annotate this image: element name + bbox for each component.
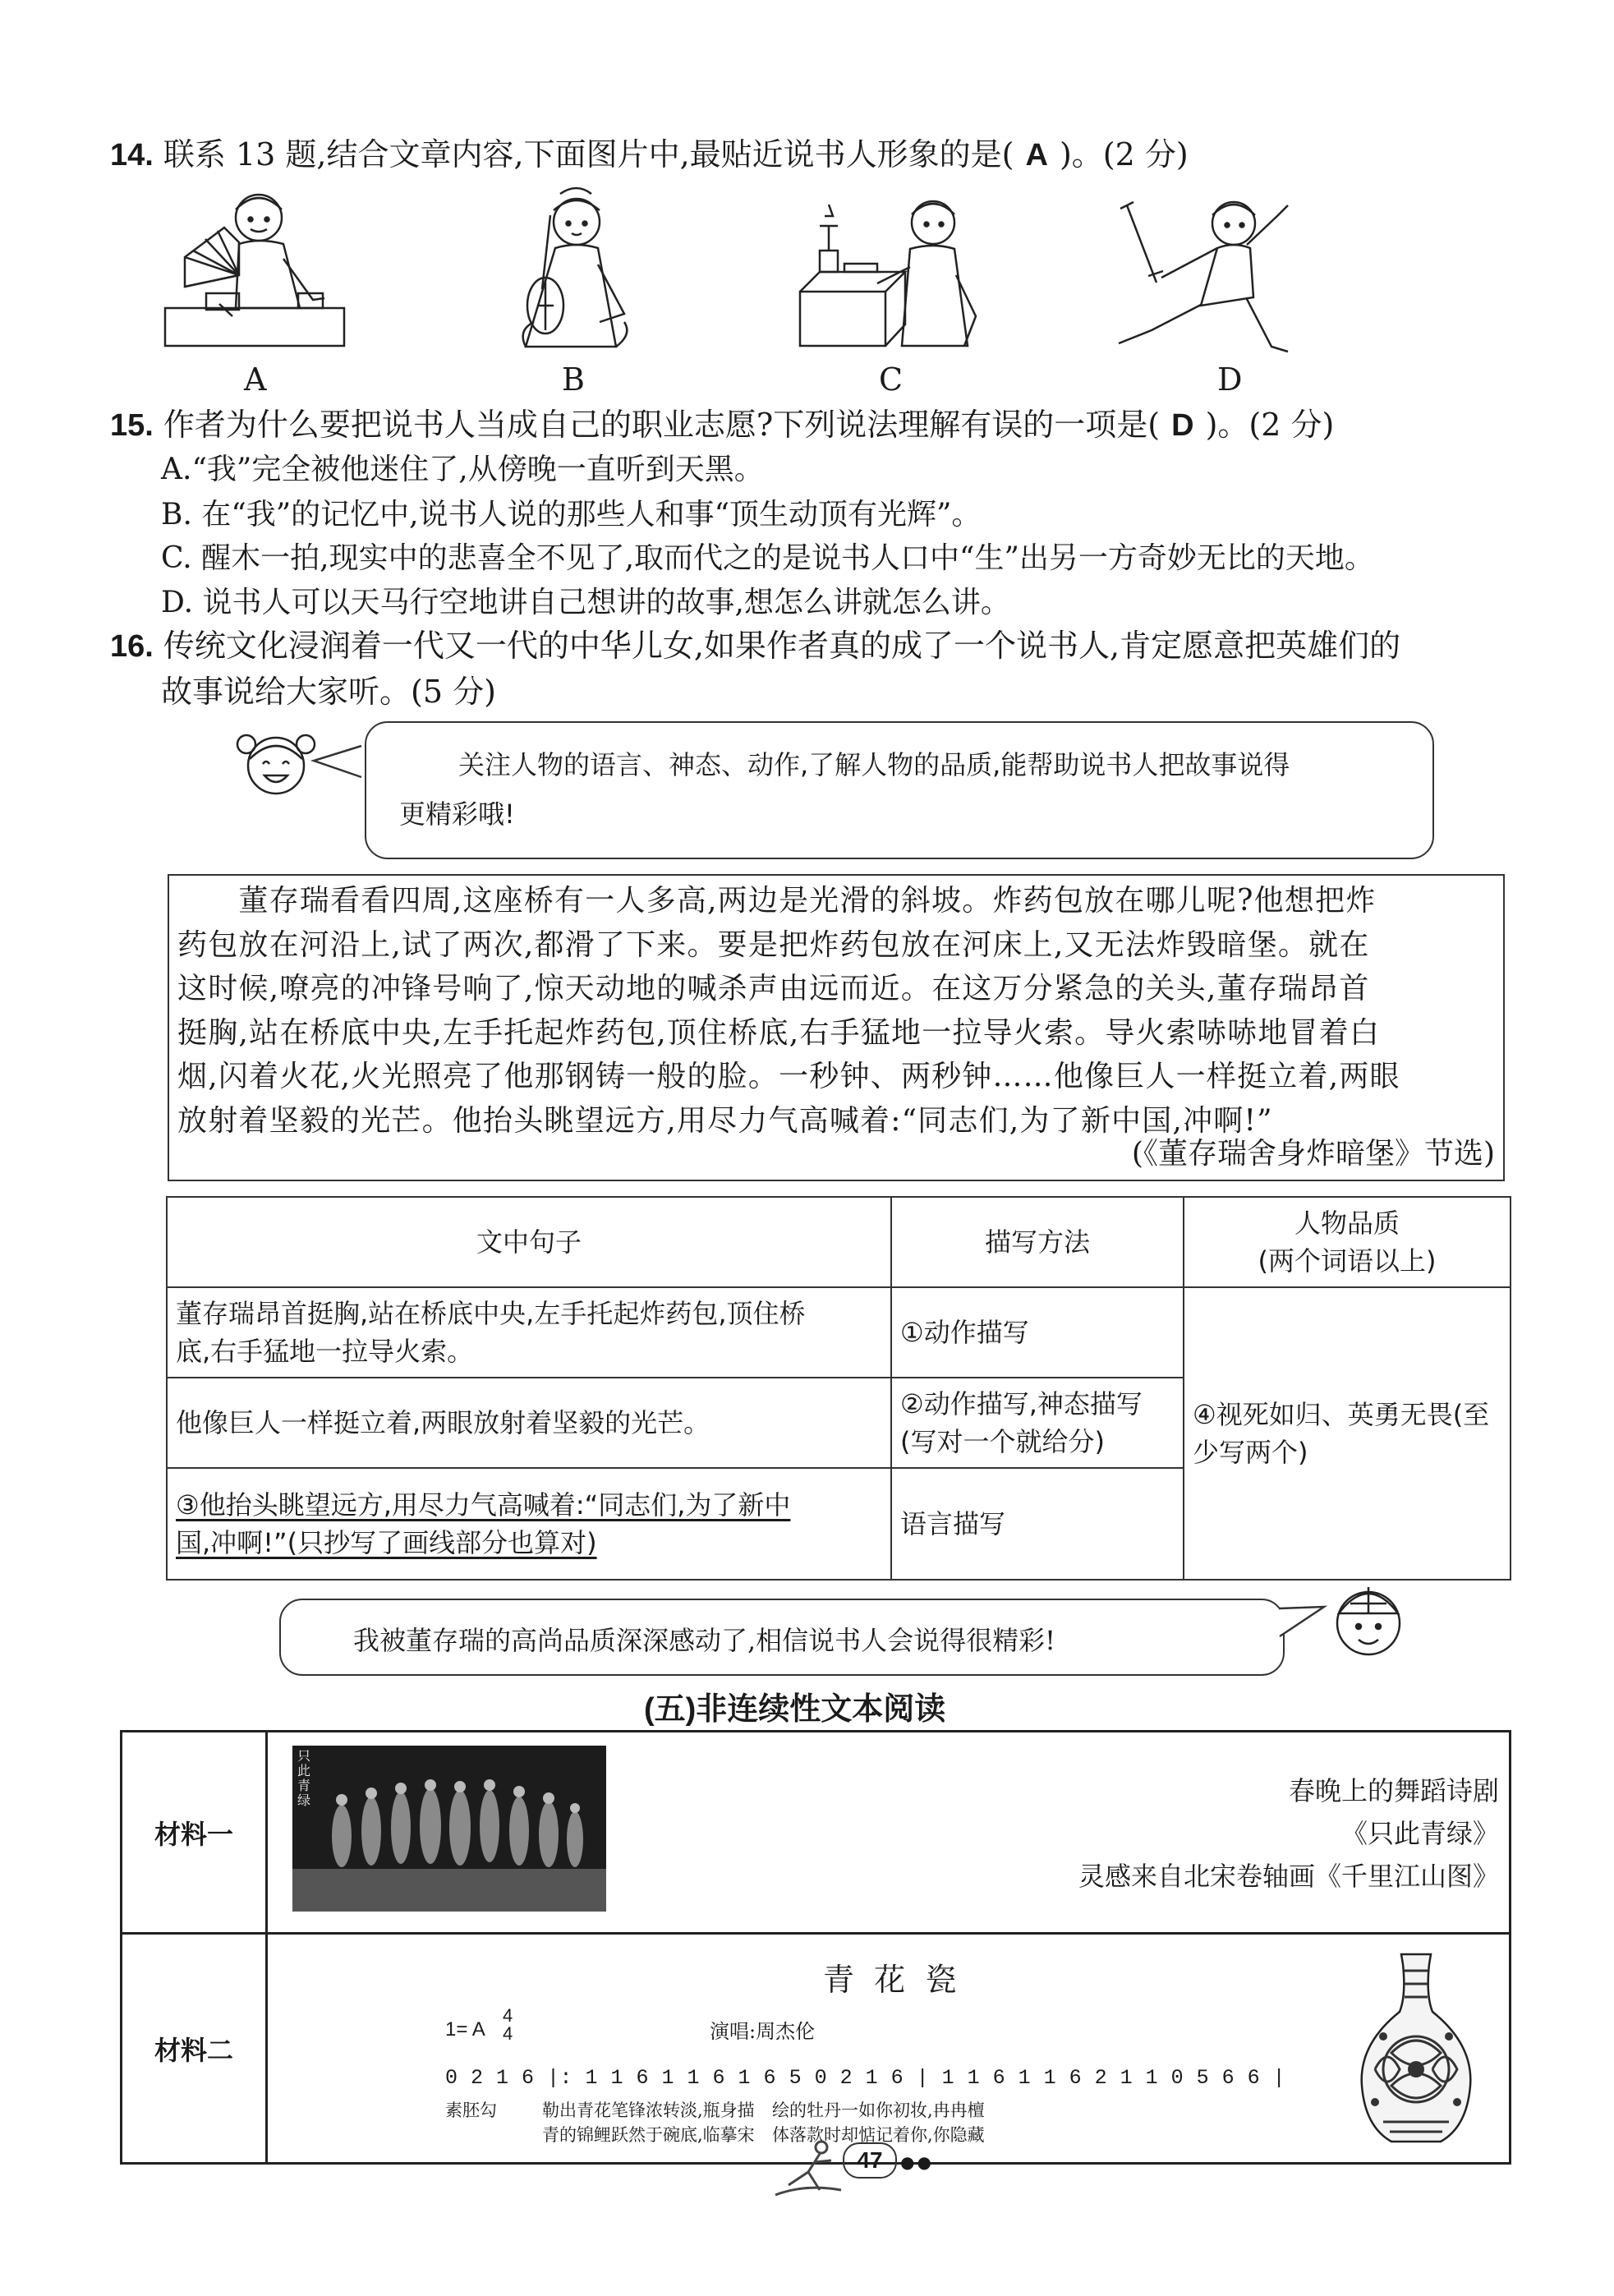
quality-line2: 少写两个) xyxy=(1193,1437,1308,1468)
row2-sentence-line1: 他像巨人一样挺立着,两眼放射着坚毅的光芒。 xyxy=(176,1407,710,1438)
row2-method xyxy=(891,1378,1184,1468)
q16-stem-line1 xyxy=(110,624,1400,668)
material1-label: 材料一 xyxy=(122,1732,267,1934)
time-signature xyxy=(503,2007,513,2043)
passage-box xyxy=(168,874,1505,1181)
section5-title: (五)非连续性文本阅读 xyxy=(644,1692,946,1727)
tip-line2: 更精彩哦! xyxy=(399,798,515,830)
passage-line: 放射着坚毅的光芒。他抬头眺望远方,用尽力气高喊着:“同志们,为了新中国,冲啊!” xyxy=(177,1103,1273,1138)
tip-bubble xyxy=(365,721,1434,859)
figure-d-label: D xyxy=(1217,361,1243,398)
q14-score: )。(2 分) xyxy=(1059,136,1189,173)
q14-number: 14. xyxy=(110,138,154,173)
q15-option-c: C. 醒木一拍,现实中的悲喜全不见了,取而代之的是说书人口中“生”出另一方奇妙无比的天地。 xyxy=(161,541,1374,575)
passage-line: 烟,闪着火花,火光照亮了他那钢铸一般的脸。一秒钟、两秒钟……他像巨人一样挺立着,两眼 xyxy=(177,1060,1400,1093)
quality-line1: ④视死如归、英勇无畏(至 xyxy=(1193,1399,1490,1430)
porcelain-vase xyxy=(1350,1946,1482,2151)
q14-answer: A xyxy=(1025,138,1048,173)
lyric-c1: 绘的牡丹一如你初妆,冉冉檀 xyxy=(772,2100,985,2120)
figure-c xyxy=(795,193,984,353)
material1-content xyxy=(267,1732,1511,1934)
analysis-table xyxy=(166,1196,1511,1581)
row2-method-line1: ②动作描写,神态描写 xyxy=(900,1388,1143,1419)
swordsman-icon xyxy=(1102,191,1295,359)
comment-bubble xyxy=(279,1599,1285,1676)
material1-row xyxy=(122,1732,1511,1934)
q16-stem-line2: 故事说给大家听。(5 分) xyxy=(161,674,496,710)
figure-a xyxy=(160,185,349,353)
lyric-b2: 青的锦鲤跃然于碗底,临摹宋 xyxy=(542,2125,755,2145)
q15-option-b: B. 在“我”的记忆中,说书人说的那些人和事“顶生动顶有光辉”。 xyxy=(161,498,982,531)
lyric-a: 素胚勾 xyxy=(445,2100,497,2120)
song-key: 1= A xyxy=(445,2018,485,2041)
page-number: 47 xyxy=(843,2142,897,2179)
q16-text-line1: 传统文化浸润着一代又一代的中华儿女,如果作者真的成了一个说书人,肯定愿意把英雄们的 xyxy=(163,628,1401,664)
dancers-photo-icon xyxy=(292,1746,606,1912)
boy-face-icon xyxy=(1327,1577,1409,1659)
runner-logo-icon xyxy=(772,2136,846,2202)
header-quality-line2: (两个词语以上) xyxy=(1258,1245,1437,1277)
q15-option-d: D. 说书人可以天马行空地讲自己想讲的故事,想怎么讲就怎么讲。 xyxy=(161,586,1010,619)
row1-method-line1: ①动作描写 xyxy=(900,1317,1029,1348)
row3-sentence xyxy=(167,1468,891,1580)
passage-line: 挺胸,站在桥底中央,左手托起炸药包,顶住桥底,右手猛地一拉导火索。导火索哧哧地冒着白 xyxy=(177,1015,1381,1050)
header-sentence: 文中句子 xyxy=(167,1197,891,1287)
scholar-writing-icon xyxy=(795,193,984,353)
figure-b xyxy=(501,182,649,355)
figure-c-label: C xyxy=(879,361,904,398)
boy-face xyxy=(1327,1577,1409,1659)
row1-sentence-line1: 董存瑞昂首挺胸,站在桥底中央,左手托起炸药包,顶住桥 xyxy=(176,1298,806,1329)
passage-source: (《董存瑞舍身炸暗堡》节选) xyxy=(1131,1137,1495,1171)
girl-face xyxy=(235,721,317,800)
material2-label: 材料二 xyxy=(122,1934,267,2164)
material1-line2: 《只此青绿》 xyxy=(1340,1818,1499,1849)
lyric-b1: 勒出青花笔锋浓转淡,瓶身描 xyxy=(542,2100,755,2120)
figure-d xyxy=(1102,191,1295,359)
q15-text: 作者为什么要把说书人当成自己的职业志愿?下列说法理解有误的一项是( xyxy=(163,407,1161,443)
passage-line: 药包放在河沿上,试了两次,都滑了下来。要是把炸药包放在河床上,又无法炸毁暗堡。就在 xyxy=(177,927,1370,962)
q15-number: 15. xyxy=(110,408,154,443)
row1-sentence-line2: 底,右手猛地一拉导火索。 xyxy=(176,1336,474,1367)
photo-caption: 只此青绿 xyxy=(297,1748,311,1808)
tip-line1: 关注人物的语言、神态、动作,了解人物的品质,能帮助说书人把故事说得 xyxy=(458,749,1290,780)
passage-line: 这时候,嘹亮的冲锋号响了,惊天动地的喊杀声由远而近。在这万分紧急的关头,董存瑞昂首 xyxy=(177,972,1370,1005)
q15-score: )。(2 分) xyxy=(1205,407,1335,443)
row3-method-line1: 语言描写 xyxy=(900,1508,1006,1539)
comment-text: 我被董存瑞的高尚品质深深感动了,相信说书人会说得很精彩! xyxy=(353,1625,1056,1656)
comment-bubble-tail xyxy=(1276,1604,1329,1641)
row2-method-line2: (写对一个就给分) xyxy=(900,1426,1105,1457)
header-quality xyxy=(1184,1197,1511,1287)
row3-method xyxy=(891,1468,1184,1580)
pipa-player-icon xyxy=(501,182,649,355)
material1-line3: 灵感来自北宋卷轴画《千里江山图》 xyxy=(1078,1861,1499,1892)
song-title: 青 花 瓷 xyxy=(823,1962,957,1998)
girl-face-icon xyxy=(235,721,317,800)
material2-content xyxy=(267,1934,1511,2164)
storyteller-with-fan-icon xyxy=(160,185,349,353)
row1-sentence xyxy=(167,1287,891,1378)
quality-answer xyxy=(1184,1287,1511,1580)
q15-answer: D xyxy=(1171,408,1194,443)
row2-sentence xyxy=(167,1378,891,1468)
time-bottom: 4 xyxy=(503,2023,513,2044)
row3-sentence-line2: 国,冲啊!”(只抄写了画线部分也算对) xyxy=(176,1527,597,1558)
q15-option-a: A.“我”完全被他迷住了,从傍晚一直听到天黑。 xyxy=(161,453,764,486)
row1-method xyxy=(891,1287,1184,1378)
material1-line1: 春晚上的舞蹈诗剧 xyxy=(1288,1775,1499,1806)
figure-a-label: A xyxy=(244,361,267,398)
q16-number: 16. xyxy=(110,629,154,664)
table-header-row xyxy=(167,1197,1511,1287)
table-row xyxy=(167,1287,1511,1378)
materials-table xyxy=(120,1730,1511,2165)
dance-stage-photo xyxy=(292,1746,606,1912)
passage-line: 董存瑞看看四周,这座桥有一人多高,两边是光滑的斜坡。炸药包放在哪儿呢?他想把炸 xyxy=(177,884,1377,918)
q14-text: 联系 13 题,结合文章内容,下面图片中,最贴近说书人形象的是( xyxy=(163,136,1014,173)
page-dots: ●● xyxy=(900,2152,934,2172)
row3-sentence-line1: ③他抬头眺望远方,用尽力气高喊着:“同志们,为了新中 xyxy=(176,1489,791,1521)
q15-stem xyxy=(110,403,1334,447)
figure-b-label: B xyxy=(562,361,585,398)
music-notation: 0 2 1 6 |: 1 1 6 1 1 6 1 6 5 0 2 1 6 | 1 1 6 1 1 6 2 1 1 0 5 6 6 | xyxy=(445,2066,1286,2090)
singer: 演唱:周杰伦 xyxy=(710,2020,816,2043)
page-footer xyxy=(772,2136,936,2202)
lyric-c2: 体落款时却惦记着你,你隐藏 xyxy=(772,2125,985,2145)
header-quality-line1: 人物品质 xyxy=(1294,1208,1400,1239)
blue-white-porcelain-vase-icon xyxy=(1350,1946,1482,2151)
time-top: 4 xyxy=(503,2005,513,2026)
material2-row xyxy=(122,1934,1511,2164)
tip-bubble-tail xyxy=(310,743,365,780)
header-method: 描写方法 xyxy=(891,1197,1184,1287)
q14-stem xyxy=(110,133,1189,177)
